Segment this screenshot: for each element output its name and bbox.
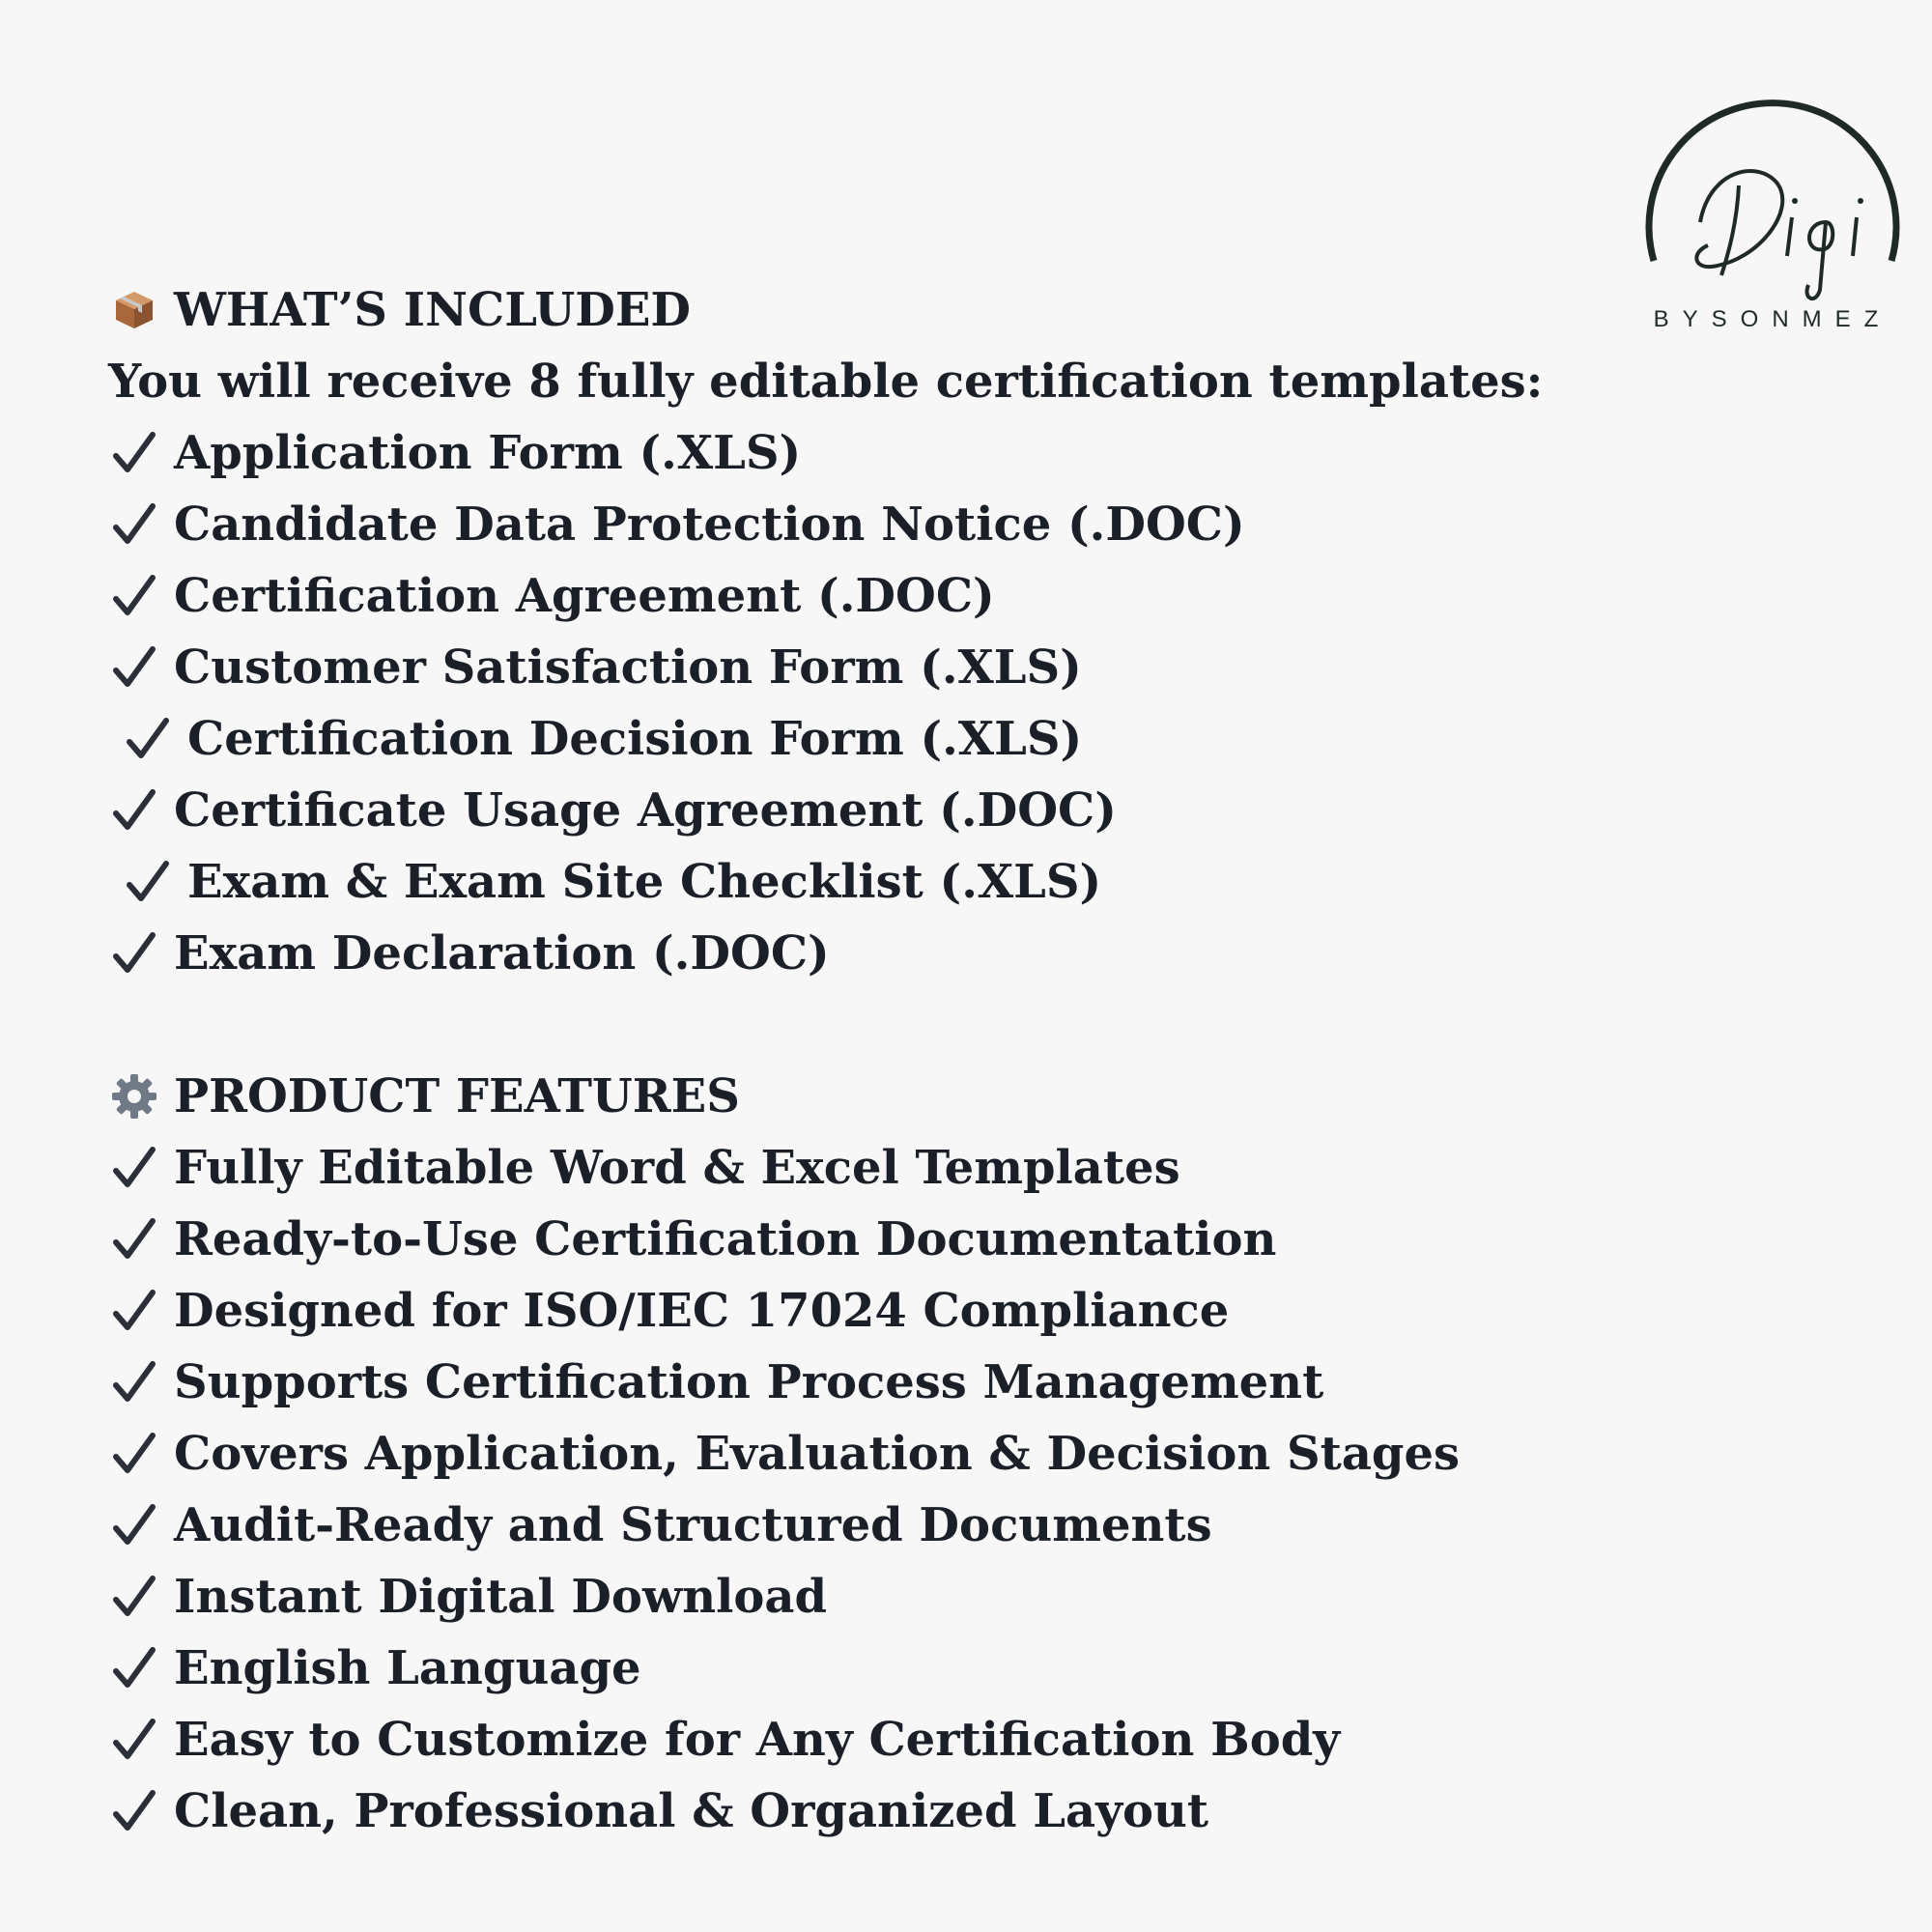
included-item [108, 775, 1654, 846]
feature-item-label: Designed for ISO/IEC 17024 Compliance [174, 1284, 1230, 1338]
feature-item-label: Audit-Ready and Structured Documents [174, 1498, 1212, 1552]
check-icon [108, 427, 160, 479]
check-icon [122, 856, 174, 908]
included-item-label: Customer Satisfaction Form (.XLS) [174, 640, 1082, 695]
included-item [108, 846, 1654, 918]
check-icon [108, 641, 160, 694]
check-icon [108, 570, 160, 622]
check-icon [122, 713, 174, 765]
gear-icon [108, 1070, 160, 1122]
check-icon [108, 1356, 160, 1408]
check-icon [108, 927, 160, 980]
included-item-label: Exam & Exam Site Checklist (.XLS) [187, 855, 1102, 909]
svg-text:BYSONMEZ: BYSONMEZ [1653, 306, 1892, 332]
check-icon [108, 1642, 160, 1694]
section-spacer [108, 989, 1654, 1061]
included-item-label: Exam Declaration (.DOC) [174, 926, 830, 980]
included-item-label: Candidate Data Protection Notice (.DOC) [174, 497, 1245, 552]
feature-item-label: Clean, Professional & Organized Layout [174, 1784, 1209, 1838]
check-icon [108, 1428, 160, 1480]
check-icon [108, 1785, 160, 1837]
included-heading-row [108, 274, 1654, 346]
included-item [108, 417, 1654, 489]
check-icon [108, 784, 160, 837]
check-icon [108, 498, 160, 551]
feature-item [108, 1418, 1654, 1490]
feature-item-label: English Language [174, 1641, 641, 1695]
included-item-label: Certification Decision Form (.XLS) [187, 712, 1083, 766]
included-item-label: Certificate Usage Agreement (.DOC) [174, 783, 1117, 838]
feature-item-label: Supports Certification Process Management [174, 1355, 1324, 1409]
included-heading: WHAT’S INCLUDED [174, 283, 692, 337]
included-item-label: Application Form (.XLS) [174, 426, 802, 480]
feature-item [108, 1132, 1654, 1204]
feature-item [108, 1633, 1654, 1704]
product-description [108, 274, 1654, 1847]
check-icon [108, 1213, 160, 1265]
feature-item-label: Instant Digital Download [174, 1570, 828, 1624]
feature-item-label: Ready-to-Use Certification Documentation [174, 1212, 1277, 1266]
feature-item [108, 1275, 1654, 1347]
feature-item-label: Covers Application, Evaluation & Decision Stages [174, 1427, 1461, 1481]
feature-item-label: Easy to Customize for Any Certification Body [174, 1713, 1341, 1767]
check-icon [108, 1714, 160, 1766]
check-icon [108, 1285, 160, 1337]
feature-item [108, 1704, 1654, 1776]
features-heading: PRODUCT FEATURES [174, 1069, 740, 1123]
feature-item [108, 1490, 1654, 1561]
included-item [108, 918, 1654, 989]
included-item [108, 632, 1654, 703]
feature-item-label: Fully Editable Word & Excel Templates [174, 1141, 1180, 1195]
feature-item [108, 1561, 1654, 1633]
brand-logo [1633, 77, 1913, 357]
included-item-label: Certification Agreement (.DOC) [174, 569, 995, 623]
included-item [108, 489, 1654, 560]
check-icon [108, 1142, 160, 1194]
feature-item [108, 1204, 1654, 1275]
feature-item [108, 1776, 1654, 1847]
check-icon [108, 1571, 160, 1623]
package-icon [108, 284, 160, 336]
included-intro: You will receive 8 fully editable certification templates: [108, 355, 1544, 409]
features-heading-row [108, 1061, 1654, 1132]
feature-item [108, 1347, 1654, 1418]
check-icon [108, 1499, 160, 1551]
included-item [108, 560, 1654, 632]
included-item [108, 703, 1654, 775]
